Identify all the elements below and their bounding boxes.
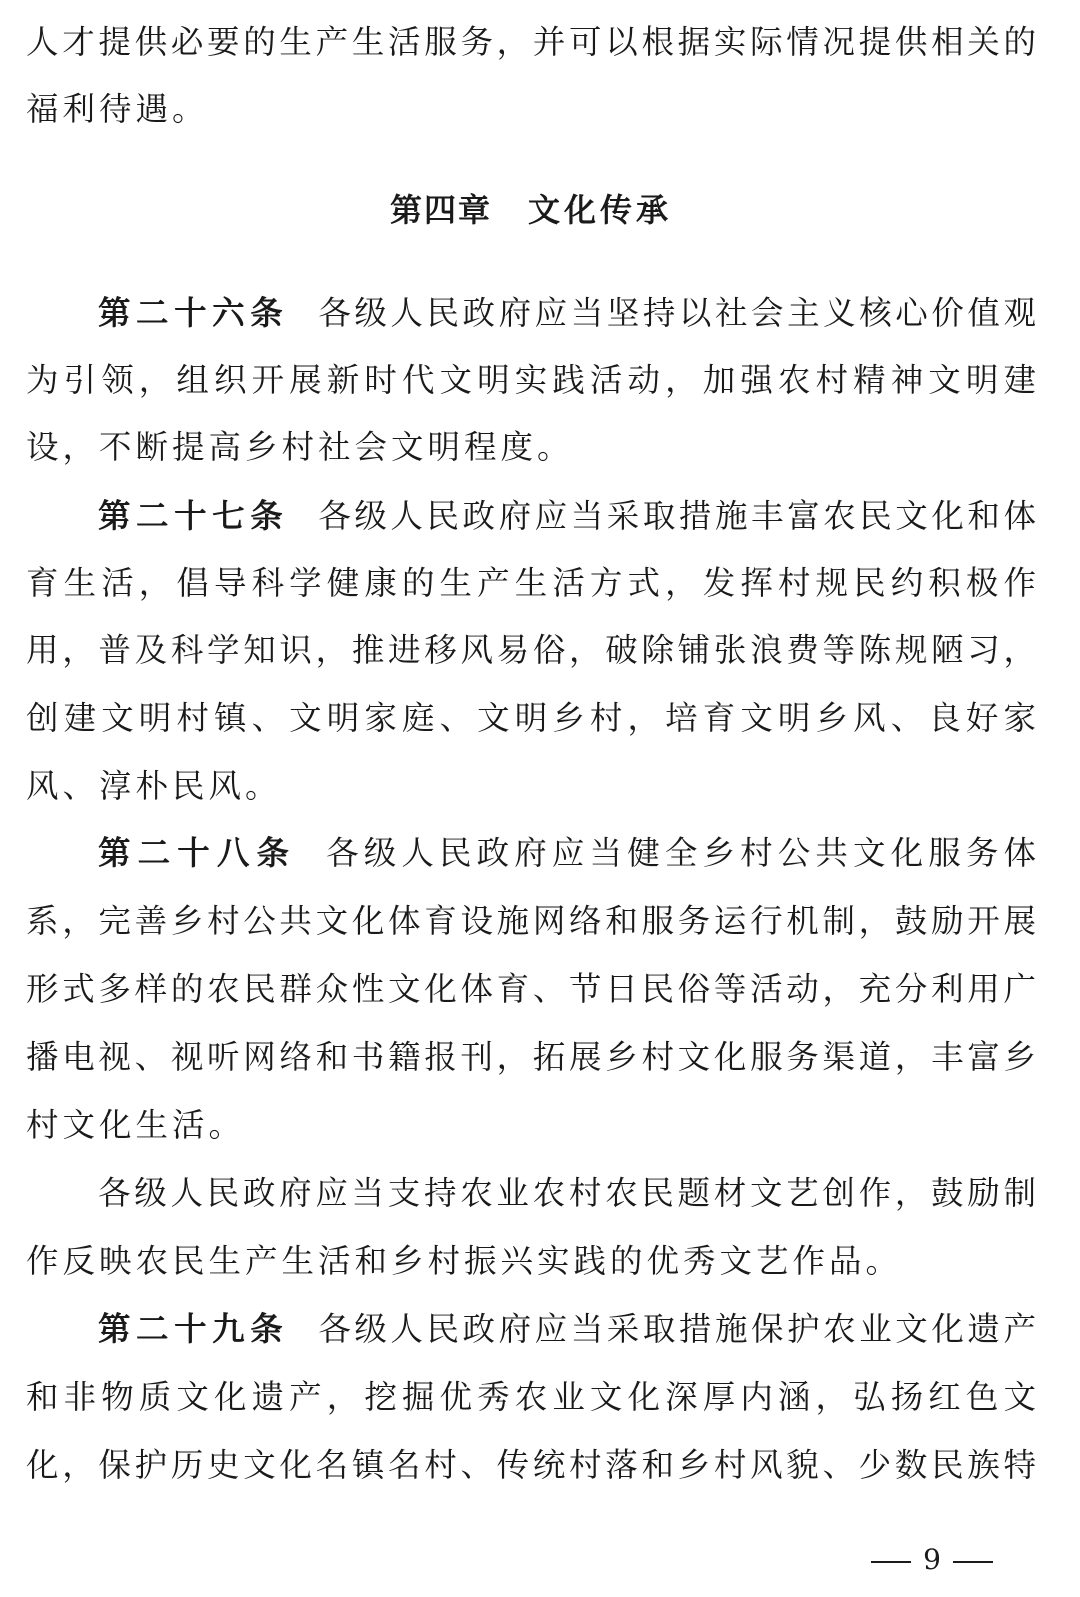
text-span: 各级人民政府应当采取措施丰富农民文化和体 xyxy=(318,497,1036,535)
article-28-first-line xyxy=(98,823,1036,883)
text-line: 系，完善乡村公共文化体育设施网络和服务运行机制，鼓励开展 xyxy=(26,902,1036,940)
article-label: 第二十七条 xyxy=(98,497,289,535)
document-page xyxy=(26,0,1036,1597)
text-line: 创建文明村镇、文明家庭、文明乡村，培育文明乡风、良好家 xyxy=(26,699,1036,737)
article-27-first-line xyxy=(98,486,1036,546)
article-26-first-line xyxy=(98,283,1036,343)
page-number-footer xyxy=(842,1535,1022,1585)
page-number: 9 xyxy=(923,1543,941,1576)
article-label: 第二十六条 xyxy=(98,294,289,332)
text-line: 形式多样的农民群众性文化体育、节日民俗等活动，充分利用广 xyxy=(26,970,1036,1008)
text-line: 福利待遇。 xyxy=(26,90,209,128)
article-29-first-line xyxy=(98,1299,1036,1359)
dash-right xyxy=(953,1561,993,1563)
text-line: 村文化生活。 xyxy=(26,1106,246,1144)
text-span: 各级人民政府应当健全乡村公共文化服务体 xyxy=(326,834,1036,872)
chapter-title: 文化传承 xyxy=(528,191,673,229)
dash-left xyxy=(871,1561,911,1563)
text-line: 作反映农民生产生活和乡村振兴实践的优秀文艺作品。 xyxy=(26,1242,903,1280)
text-line: 用，普及科学知识，推进移风易俗，破除铺张浪费等陈规陋习， xyxy=(26,631,1036,669)
chapter-number: 第四章 xyxy=(389,191,492,229)
text-line: 风、淳朴民风。 xyxy=(26,767,282,805)
text-span: 各级人民政府应当采取措施保护农业文化遗产 xyxy=(318,1310,1036,1348)
chapter-heading xyxy=(26,180,1036,240)
text-line: 播电视、视听网络和书籍报刊，拓展乡村文化服务渠道，丰富乡 xyxy=(26,1038,1036,1076)
text-line: 化，保护历史文化名镇名村、传统村落和乡村风貌、少数民族特 xyxy=(26,1446,1036,1484)
article-label: 第二十八条 xyxy=(98,834,297,872)
text-span: 各级人民政府应当坚持以社会主义核心价值观 xyxy=(318,294,1036,332)
article-label: 第二十九条 xyxy=(98,1310,289,1348)
text-line: 设，不断提高乡村社会文明程度。 xyxy=(26,428,574,466)
text-line: 育生活，倡导科学健康的生产生活方式，发挥村规民约积极作 xyxy=(26,564,1036,602)
text-line: 人才提供必要的生产生活服务，并可以根据实际情况提供相关的 xyxy=(26,23,1036,61)
text-line: 为引领，组织开展新时代文明实践活动，加强农村精神文明建 xyxy=(26,361,1036,399)
text-line: 各级人民政府应当支持农业农村农民题材文艺创作，鼓励制 xyxy=(98,1174,1036,1212)
text-line: 和非物质文化遗产，挖掘优秀农业文化深厚内涵，弘扬红色文 xyxy=(26,1378,1036,1416)
